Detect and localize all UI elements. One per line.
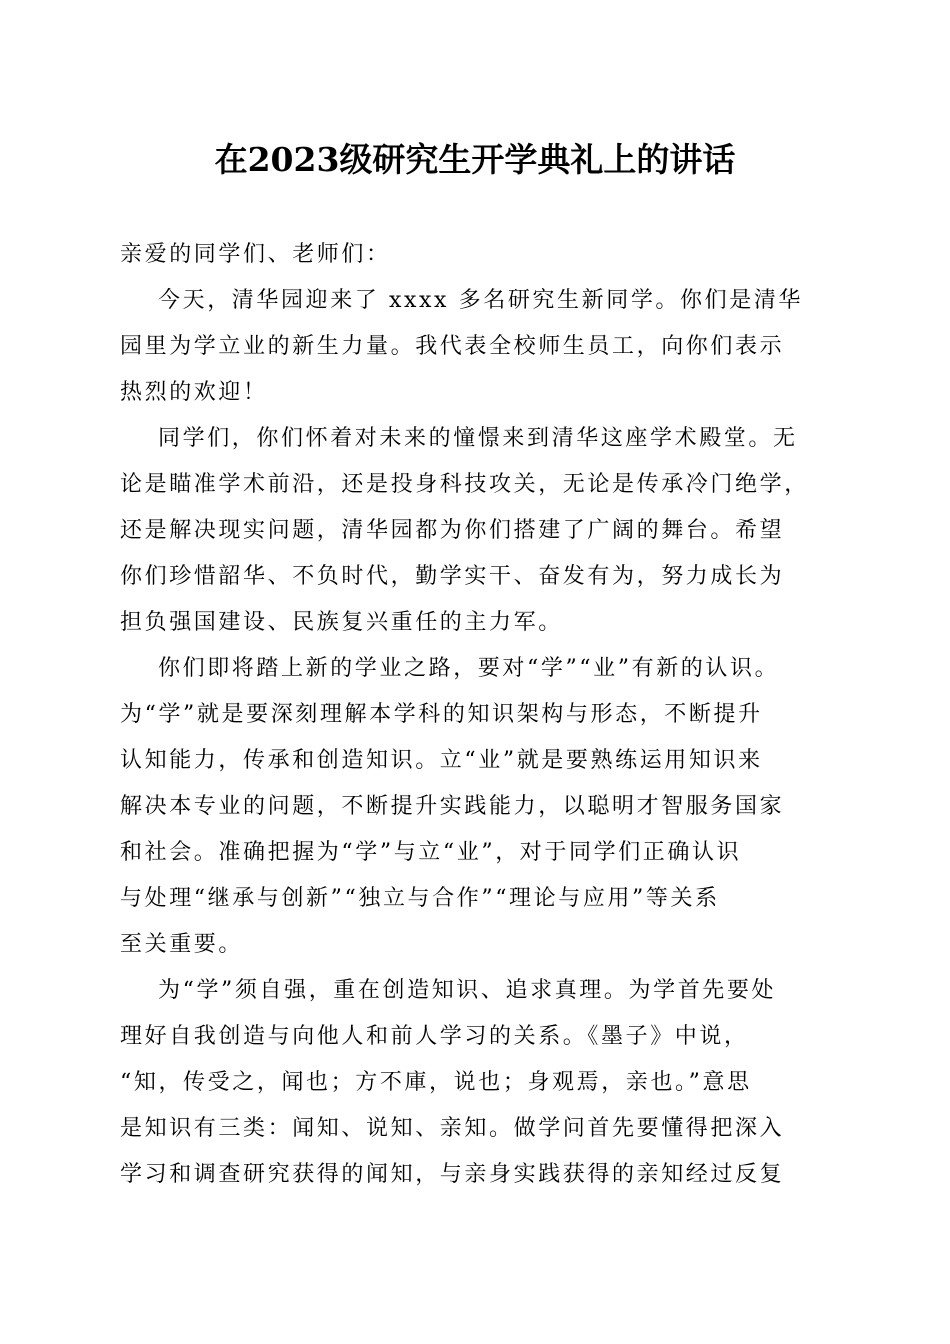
paragraph-lines [120, 278, 832, 1198]
text-line: 为“学”就是要深刻理解本学科的知识架构与形态，不断提升 [120, 702, 763, 727]
text-line: 认知能力，传承和创造知识。立“业”就是要熟练运用知识来 [120, 748, 763, 773]
text-line: 同学们，你们怀着对未来的憧憬来到清华这座学术殿堂。无 [158, 426, 798, 451]
text-line: “知，传受之，闻也；方不庫，说也；身观焉，亲也。”意思 [120, 1070, 752, 1095]
text-line: 你们即将踏上新的学业之路，要对“学”“业”有新的认识。 [158, 656, 780, 681]
text-line: 和社会。准确把握为“学”与立“业”，对于同学们正确认识 [120, 840, 742, 865]
text-line: 与处理“继承与创新”“独立与合作”“理论与应用”等关系 [120, 886, 720, 911]
document-title: 在2023级研究生开学典礼上的讲话 [214, 140, 736, 179]
text-line: 今天，清华园迎来了 xxxx 多名研究生新同学。你们是清华 [158, 288, 804, 313]
text-line: 论是瞄准学术前沿，还是投身科技攻关，无论是传承冷门绝学， [120, 472, 809, 497]
text-line: 担负强国建设、民族复兴重任的主力军。 [120, 610, 563, 635]
text-line: 园里为学立业的新生力量。我代表全校师生员工，向你们表示 [120, 334, 785, 359]
text-line: 学习和调查研究获得的闻知，与亲身实践获得的亲知经过反复 [120, 1162, 785, 1187]
text-line: 还是解决现实问题，清华园都为你们搭建了广阔的舞台。希望 [120, 518, 785, 543]
salutation: 亲爱的同学们、老师们： [120, 242, 391, 267]
text-line: 为“学”须自强，重在创造知识、追求真理。为学首先要处 [158, 978, 777, 1003]
document-body [120, 232, 832, 1198]
text-line: 你们珍惜韶华、不负时代，勤学实干、奋发有为，努力成长为 [120, 564, 785, 589]
text-line: 至关重要。 [120, 932, 244, 957]
text-line: 热烈的欢迎！ [120, 380, 268, 405]
text-line: 理好自我创造与向他人和前人学习的关系。《墨子》中说， [120, 1024, 749, 1049]
text-line: 解决本专业的问题，不断提升实践能力，以聪明才智服务国家 [120, 794, 785, 819]
text-line: 是知识有三类：闻知、说知、亲知。做学问首先要懂得把深入 [120, 1116, 785, 1141]
